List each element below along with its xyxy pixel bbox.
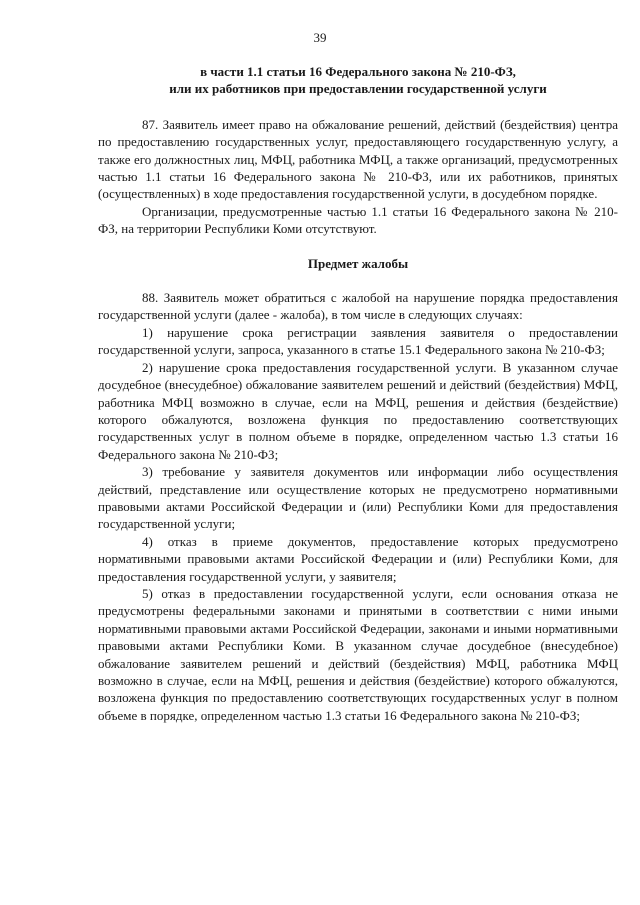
list-item-5: 5) отказ в предоставлении государственной услуги, если основания отказа не предусмотрены федеральными законами и принятыми в соответствии с ними иными нормативными правовыми актами Российской Федерации, законами и иными нормативными правовыми актами Республики Коми. В указанном случае досудебное (внесудебное) обжалование заявителем решений и действий (бездействия) МФЦ, работника МФЦ возможно в случае, если на МФЦ, решения и действия (бездействие) которого обжалуются, возложена функция по предоставлению соответствующих государственных услуг в полном объеме в порядке, определенном частью 1.3 статьи 16 Федерального закона № 210-ФЗ;: [98, 585, 618, 723]
page-number: 39: [313, 30, 327, 45]
list-item-4: 4) отказ в приеме документов, предоставление которых предусмотрено нормативными правовыми актами Российской Федерации и (или) Республики Коми, для предоставления государственной услуги, у заявителя;: [98, 533, 618, 584]
section-title: Предмет жалобы: [307, 255, 409, 271]
document-body: [98, 63, 618, 724]
paragraph-88: 88. Заявитель может обратиться с жалобой на нарушение порядка предоставления государственной услуги (далее - жалоба), в том числе в следующих случаях:: [98, 290, 618, 323]
list-item-3: 3) требование у заявителя документов или информации либо осуществления действий, представление или осуществление которых не предусмотрено нормативными правовыми актами Российской Федерации и (или) Республики Коми для предоставления государственной услуги;: [98, 464, 618, 532]
paragraph-87: 87. Заявитель имеет право на обжалование решений, действий (бездействия) центра по предоставлению государственных услуг, предоставляющего государственную услугу, а также его должностных лиц, МФЦ, работника МФЦ, а также организаций, предусмотренных частью 1.1 статьи 16 Федерального закона № 210-ФЗ, или их работников, принятых (осуществленных) в ходе предоставления государственной услуги, в досудебном порядке.: [98, 116, 618, 202]
heading-line-2: или их работников при предоставлении государственной услуги: [169, 81, 547, 97]
list-item-1: 1) нарушение срока регистрации заявления заявителя о предоставлении государственной услуги, запроса, указанного в статье 15.1 Федерального закона № 210-ФЗ;: [98, 324, 618, 358]
paragraph-organizations: Организации, предусмотренные частью 1.1 статьи 16 Федерального закона № 210-ФЗ, на территории Республики Коми отсутствуют.: [98, 203, 618, 237]
heading-line-1: в части 1.1 статьи 16 Федерального закона № 210-ФЗ,: [200, 64, 516, 79]
list-item-2: 2) нарушение срока предоставления государственной услуги. В указанном случае досудебное (внесудебное) обжалование заявителем решений и действий (бездействия) МФЦ, работника МФЦ возможно в случае, если на МФЦ, решения и действия (бездействие) которого обжалуются, возложена функция по предоставлению соответствующих государственных услуг в полном объеме в порядке, определенном частью 1.3 статьи 16 Федерального закона № 210-ФЗ;: [98, 359, 618, 462]
